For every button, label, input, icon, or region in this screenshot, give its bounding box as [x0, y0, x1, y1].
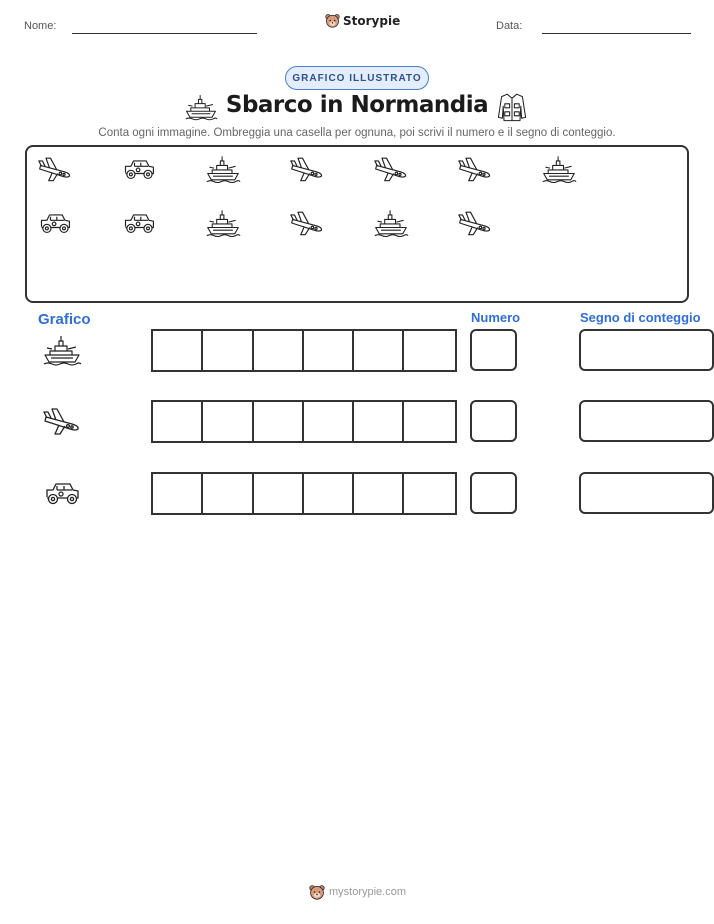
graph-cell[interactable]: [354, 331, 404, 370]
ship-icon: [42, 333, 82, 367]
graph-cell[interactable]: [153, 331, 203, 370]
graph-cell[interactable]: [203, 402, 253, 441]
number-box[interactable]: [470, 400, 517, 442]
date-line[interactable]: [542, 33, 691, 34]
footer: [309, 884, 406, 900]
brand-name: Storypie: [343, 13, 401, 28]
jeep-icon: [42, 476, 82, 510]
plane-icon: [289, 153, 325, 185]
graph-cell[interactable]: [254, 402, 304, 441]
jeep-icon: [121, 153, 157, 185]
ship-icon: [205, 153, 241, 185]
worksheet-type-badge: GRAFICO ILLUSTRATO: [285, 66, 429, 90]
plane-icon: [42, 404, 82, 438]
graph-title: Grafico: [38, 311, 91, 328]
plane-icon: [457, 153, 493, 185]
jeep-icon: [121, 207, 157, 239]
ship-icon: [205, 207, 241, 239]
footer-url: mystorypie.com: [329, 886, 407, 898]
jacket-icon: [496, 91, 528, 123]
ship-icon: [373, 207, 409, 239]
jeep-icon: [37, 207, 73, 239]
plane-icon: [37, 153, 73, 185]
graph-cell[interactable]: [203, 331, 253, 370]
graph-cell[interactable]: [354, 474, 404, 513]
graph-cell[interactable]: [254, 474, 304, 513]
number-box[interactable]: [470, 472, 517, 514]
graph-cell[interactable]: [153, 474, 203, 513]
graph-cell[interactable]: [404, 331, 454, 370]
number-title: Numero: [471, 310, 521, 325]
graph-row: [151, 472, 457, 515]
graph-cell[interactable]: [304, 331, 354, 370]
graph-cell[interactable]: [354, 402, 404, 441]
graph-row: [151, 400, 457, 443]
plane-icon: [373, 153, 409, 185]
graph-cell[interactable]: [153, 402, 203, 441]
graph-cell[interactable]: [304, 402, 354, 441]
plane-icon: [289, 207, 325, 239]
instructions: Conta ogni immagine. Ombreggia una casella per ognuna, poi scrivi il numero e il segno di conteggio.: [98, 127, 616, 139]
graph-cell[interactable]: [304, 474, 354, 513]
graph-cell[interactable]: [404, 474, 454, 513]
date-label: Data:: [496, 20, 523, 32]
tally-title: Segno di conteggio: [580, 310, 701, 325]
tally-box[interactable]: [579, 400, 714, 442]
bear-icon: [309, 884, 325, 900]
name-line[interactable]: [72, 33, 257, 34]
number-box[interactable]: [470, 329, 517, 371]
brand-logo: [325, 13, 400, 28]
graph-cell[interactable]: [254, 331, 304, 370]
tally-box[interactable]: [579, 472, 714, 514]
picture-box: [25, 145, 689, 303]
bear-icon: [325, 13, 340, 28]
page-title: Sbarco in Normandia: [225, 92, 489, 118]
tally-box[interactable]: [579, 329, 714, 371]
plane-icon: [457, 207, 493, 239]
ship-icon: [541, 153, 577, 185]
graph-row: [151, 329, 457, 372]
name-label: Nome:: [24, 20, 57, 32]
graph-cell[interactable]: [203, 474, 253, 513]
graph-cell[interactable]: [404, 402, 454, 441]
ship-icon: [184, 92, 218, 122]
